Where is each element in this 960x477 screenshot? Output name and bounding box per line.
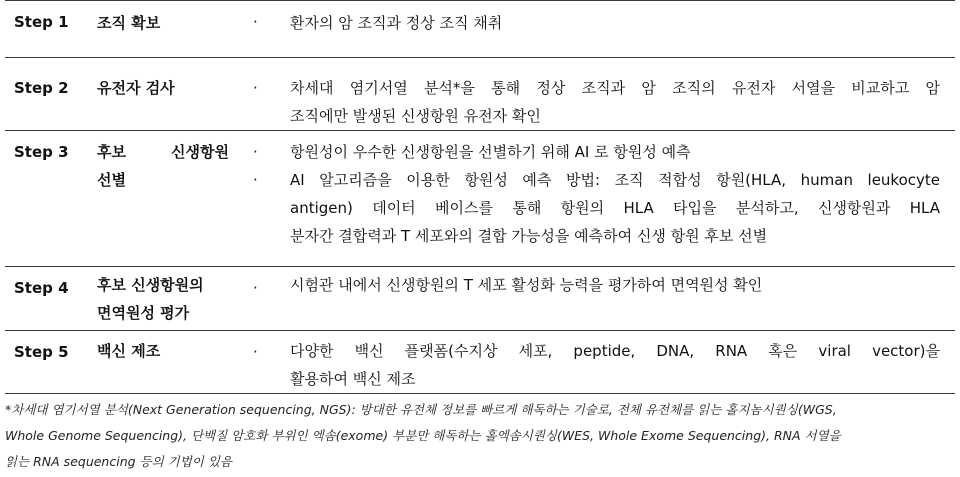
description-line: 활용하여 백신 제조 [290, 370, 416, 388]
title-line: 후보 신생항원의 [97, 276, 204, 294]
title-word: 후보 [97, 143, 126, 161]
footnote-line: 읽는 RNA sequencing 등의 기법이 있음 [5, 454, 233, 469]
bullet: · [253, 143, 258, 161]
description-line: 차세대 염기서열 분석*을 통해 정상 조직과 암 조직의 유전자 서열을 비교하고 암 [290, 79, 940, 97]
title-line: 선별 [97, 171, 126, 189]
table-row-step-2 [5, 58, 955, 131]
bullet: · [253, 79, 258, 97]
description-line: 환자의 암 조직과 정상 조직 채취 [290, 14, 503, 32]
step-title [97, 271, 204, 327]
description-line: antigen) 데이터 베이스를 통해 항원의 HLA 타입을 분석하고, 신생항원과 HLA [290, 199, 940, 217]
description-line: 시험관 내에서 신생항원의 T 세포 활성화 능력을 평가하여 면역원성 확인 [290, 276, 763, 294]
description-line: 조직에만 발생된 신생항원 유전자 확인 [290, 107, 541, 125]
step-label: Step 1 [14, 13, 69, 31]
step-description [290, 337, 940, 393]
description-line: 분자간 결합력과 T 세포와의 결합 가능성을 예측하여 신생 항원 후보 선별 [290, 227, 768, 245]
step-label: Step 2 [14, 79, 69, 97]
step-title [97, 138, 229, 194]
step-label: Step 3 [14, 143, 69, 161]
bullet: · [253, 279, 258, 297]
bullet: · [253, 343, 258, 361]
step-description [290, 138, 940, 250]
step-title: 유전자 검사 [97, 79, 175, 97]
step-description [290, 271, 940, 299]
table-row-step-4 [5, 267, 955, 331]
bullet: · [253, 171, 258, 189]
table-row-step-3 [5, 131, 955, 267]
description-line: AI 알고리즘을 이용한 항원성 예측 방법: 조직 적합성 항원(HLA, human leukocyte [290, 171, 940, 189]
footnote-line: *차세대 염기서열 분석(Next Generation sequencing, NGS): 방대한 유전체 정보를 빠르게 해독하는 기술로, 전체 유전체를 읽는 홀지놈시퀀싱(WGS, [5, 402, 837, 417]
step-label: Step 5 [14, 343, 69, 361]
bullet: · [253, 13, 258, 31]
step-label: Step 4 [14, 279, 69, 297]
description-line: 항원성이 우수한 신생항원을 선별하기 위해 AI 로 항원성 예측 [290, 143, 691, 161]
title-word: 신생항원 [171, 143, 229, 161]
step-description [290, 9, 940, 37]
title-line: 면역원성 평가 [97, 304, 190, 322]
footnote-line: Whole Genome Sequencing), 단백질 암호화 부위인 엑솜(exome) 부분만 해독하는 홀엑솜시퀀싱(WES, Whole Exome Sequencing), RNA 서열을 [5, 428, 841, 443]
step-title: 백신 제조 [97, 342, 161, 360]
description-line: 다양한 백신 플랫폼(수지상 세포, peptide, DNA, RNA 혹은 viral vector)을 [290, 342, 940, 360]
footnote [5, 397, 955, 475]
step-description [290, 74, 940, 130]
table-row-step-5 [5, 331, 955, 394]
step-title: 조직 확보 [97, 14, 161, 32]
steps-table [5, 0, 955, 394]
table-row-step-1 [5, 0, 955, 58]
